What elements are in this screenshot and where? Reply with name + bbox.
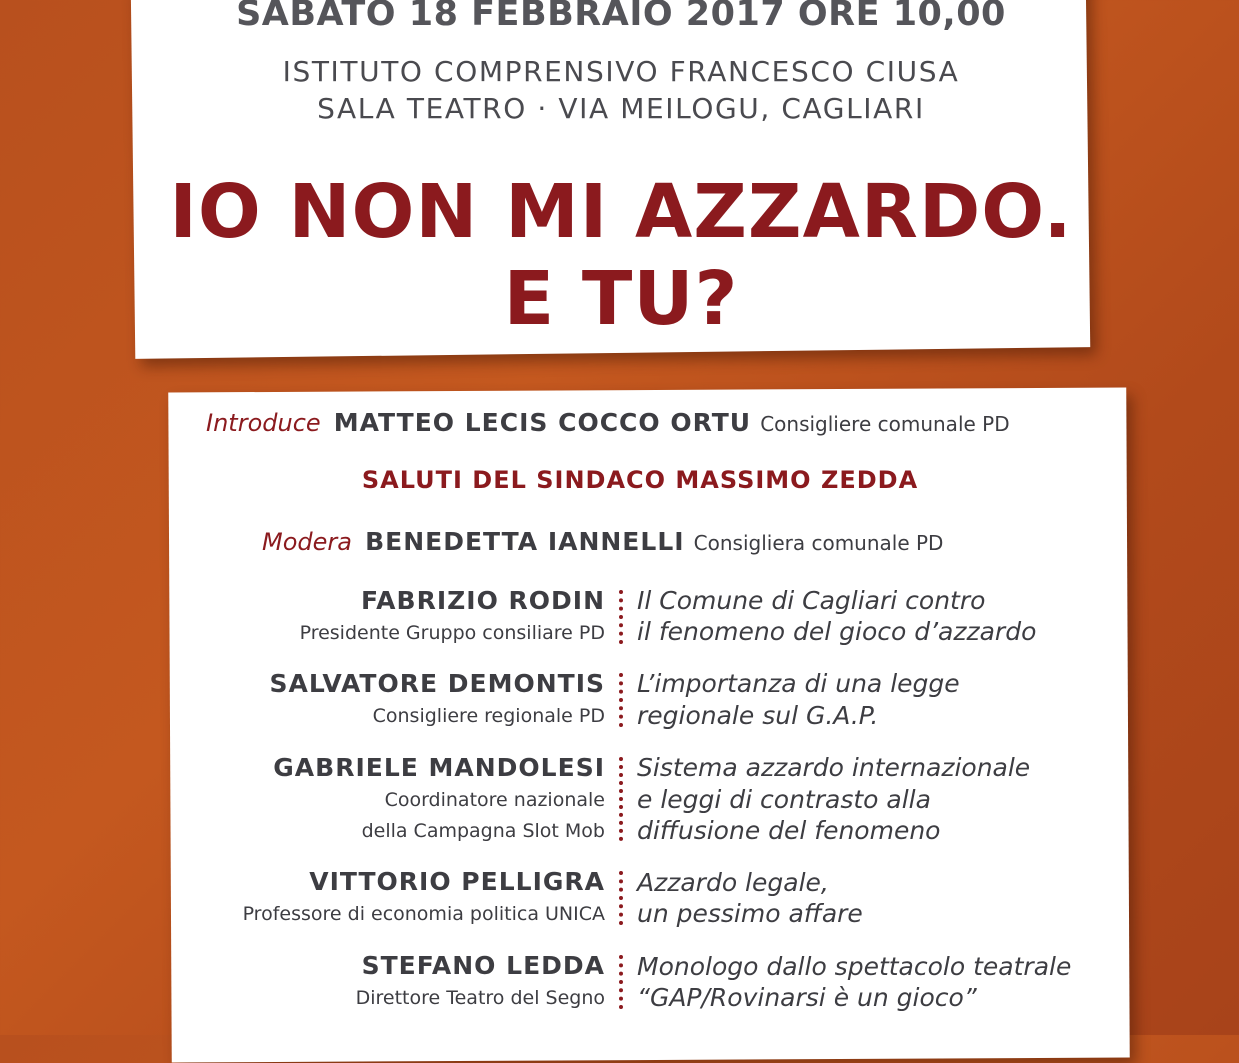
- speaker-role: Presidente Gruppo consiliare PD: [299, 622, 605, 644]
- talk-title-line: Sistema azzardo internazionale: [637, 753, 1031, 782]
- talk-title-line: L’importanza di una legge: [637, 669, 960, 698]
- introduce-name: MATTEO LECIS COCCO ORTU: [333, 408, 752, 437]
- saluti-line: SALUTI DEL SINDACO MASSIMO ZEDDA: [361, 466, 919, 494]
- speaker-divider: [619, 955, 623, 1009]
- venue-line-2: SALA TEATRO · VIA MEILOGU, CAGLIARI: [317, 92, 925, 125]
- modera-row: [262, 527, 943, 556]
- talk-title-line: Monologo dallo spettacolo teatrale: [637, 952, 1072, 981]
- speaker-role: Consigliere regionale PD: [372, 705, 605, 727]
- introduce-role: Introduce: [206, 409, 321, 437]
- speaker-name: STEFANO LEDDA: [361, 951, 605, 980]
- talk-title-line: Il Comune di Cagliari contro: [637, 586, 986, 615]
- speaker-divider: [619, 673, 623, 727]
- talk-title-line: Azzardo legale,: [637, 868, 829, 897]
- modera-role: Modera: [262, 528, 352, 556]
- speaker-name: SALVATORE DEMONTIS: [269, 669, 605, 698]
- speaker-divider: [619, 590, 623, 644]
- event-title-line-2: E TU?: [503, 256, 739, 342]
- speaker-role: Coordinatore nazionale: [384, 789, 605, 811]
- speaker-role: Professore di economia politica UNICA: [242, 903, 605, 925]
- talk-title-line: il fenomeno del gioco d’azzardo: [637, 617, 1037, 646]
- speaker-role: della Campagna Slot Mob: [361, 820, 605, 842]
- venue-line-1: ISTITUTO COMPRENSIVO FRANCESCO CIUSA: [282, 55, 960, 88]
- talk-title-line: e leggi di contrasto alla: [637, 785, 931, 814]
- talk-title-line: un pessimo affare: [637, 899, 863, 928]
- modera-name: BENEDETTA IANNELLI: [365, 527, 685, 556]
- event-title-line-1: IO NON MI AZZARDO.: [169, 169, 1073, 255]
- speaker-divider: [619, 757, 623, 841]
- modera-title: Consigliera comunale PD: [693, 531, 944, 555]
- talk-title-line: regionale sul G.A.P.: [637, 701, 879, 730]
- speaker-role: Direttore Teatro del Segno: [355, 987, 605, 1009]
- speaker-divider: [619, 871, 623, 925]
- event-date: SABATO 18 FEBBRAIO 2017 ORE 10,00: [236, 0, 1006, 34]
- introduce-row: [206, 408, 1010, 437]
- talk-title-line: diffusione del fenomeno: [637, 816, 941, 845]
- speaker-name: VITTORIO PELLIGRA: [309, 867, 605, 896]
- speaker-name: GABRIELE MANDOLESI: [273, 753, 605, 782]
- talk-title-line: “GAP/Rovinarsi è un gioco”: [637, 983, 977, 1012]
- introduce-title: Consigliere comunale PD: [760, 412, 1010, 436]
- speaker-name: FABRIZIO RODIN: [360, 586, 605, 615]
